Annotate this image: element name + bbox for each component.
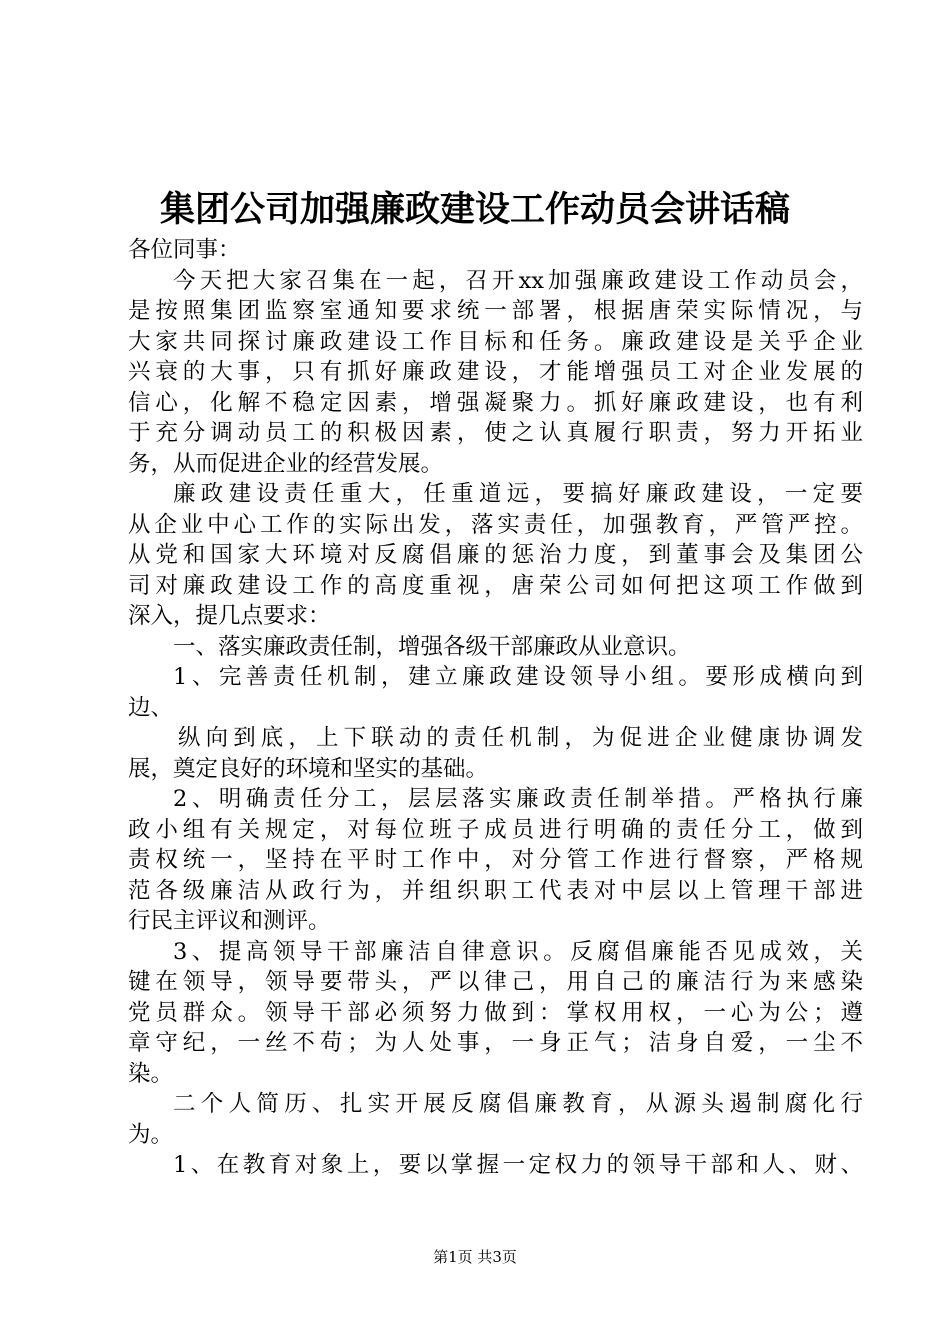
text-line: 司对廉政建设工作的高度重视，唐荣公司如何把这项工作做到 xyxy=(128,572,863,599)
page-footer: 第1页 共3页 xyxy=(433,1248,517,1266)
text-line: 廉政建设责任重大，任重道远，要搞好廉政建设，一定要 xyxy=(173,481,863,507)
text-line: 1、在教育对象上，要以掌握一定权力的领导干部和人、财、 xyxy=(173,1152,863,1178)
text-line: 3、提高领导干部廉洁自律意识。反腐倡廉能否见成效，关 xyxy=(173,938,863,965)
paragraph-7 xyxy=(128,1089,863,1150)
text-line: 键在领导，领导要带头，严以律己，用自己的廉洁行为来感染 xyxy=(128,969,863,995)
paragraph-3 xyxy=(128,662,863,723)
section-heading-1 xyxy=(128,632,863,663)
text-line: 从党和国家大环境对反腐倡廉的惩治力度，到董事会及集团公 xyxy=(128,542,863,568)
text-line: 纵向到底，上下联动的责任机制，为促进企业健康协调发 xyxy=(178,725,863,751)
paragraph-2 xyxy=(128,479,863,632)
text-line: 2、明确责任分工，层层落实廉政责任制举措。严格执行廉 xyxy=(173,786,863,812)
paragraph-1 xyxy=(128,266,863,480)
text-line: 是按照集团监察室通知要求统一部署，根据唐荣实际情况，与 xyxy=(128,298,863,324)
text-line: 大家共同探讨廉政建设工作目标和任务。廉政建设是关乎企业 xyxy=(128,328,863,355)
text-line: 政小组有关规定，对每位班子成员进行明确的责任分工，做到 xyxy=(128,816,863,843)
paragraph-8 xyxy=(128,1150,863,1181)
text-line: 染。 xyxy=(128,1060,174,1087)
text-line: 今天把大家召集在一起，召开xx加强廉政建设工作动员会， xyxy=(173,267,863,294)
text-line: 范各级廉洁从政行为，并组织职工代表对中层以上管理干部进 xyxy=(128,877,863,904)
heading-line: 一、落实廉政责任制，增强各级干部廉政从业意识。 xyxy=(173,633,691,660)
text-line: 边、 xyxy=(128,694,174,721)
document-body xyxy=(128,235,863,1181)
text-line: 从企业中心工作的实际出发，落实责任，加强教育，严管严控。 xyxy=(128,511,863,538)
text-line: 展，奠定良好的环境和坚实的基础。 xyxy=(128,755,489,782)
paragraph-6 xyxy=(128,937,863,1090)
greeting xyxy=(128,235,863,266)
text-line: 于充分调动员工的积极因素，使之认真履行职责，努力开拓业 xyxy=(128,420,863,446)
text-line: 深入，提几点要求： xyxy=(128,603,331,629)
text-line: 1、完善责任机制，建立廉政建设领导小组。要形成横向到 xyxy=(173,664,863,690)
text-line: 为。 xyxy=(128,1121,174,1148)
text-line: 责权统一，坚持在平时工作中，对分管工作进行督察，严格规 xyxy=(128,847,863,873)
text-line: 行民主评议和测评。 xyxy=(128,908,331,934)
text-line: 章守纪，一丝不苟；为人处事，一身正气；洁身自爱，一尘不 xyxy=(128,1030,863,1056)
text-line: 务，从而促进企业的经营发展。 xyxy=(128,450,444,477)
text-line: 兴衰的大事，只有抓好廉政建设，才能增强员工对企业发展的 xyxy=(128,359,863,385)
document-title: 集团公司加强廉政建设工作动员会讲话稿 xyxy=(159,190,790,230)
text-line: 二个人简历、扎实开展反腐倡廉教育，从源头遏制腐化行 xyxy=(173,1091,863,1117)
greeting-line: 各位同事： xyxy=(128,237,241,263)
text-line: 党员群众。领导干部必须努力做到：掌权用权，一心为公；遵 xyxy=(128,999,863,1026)
paragraph-5 xyxy=(128,784,863,937)
text-line: 信心，化解不稳定因素，增强凝聚力。抓好廉政建设，也有利 xyxy=(128,389,863,416)
paragraph-4 xyxy=(128,723,863,784)
